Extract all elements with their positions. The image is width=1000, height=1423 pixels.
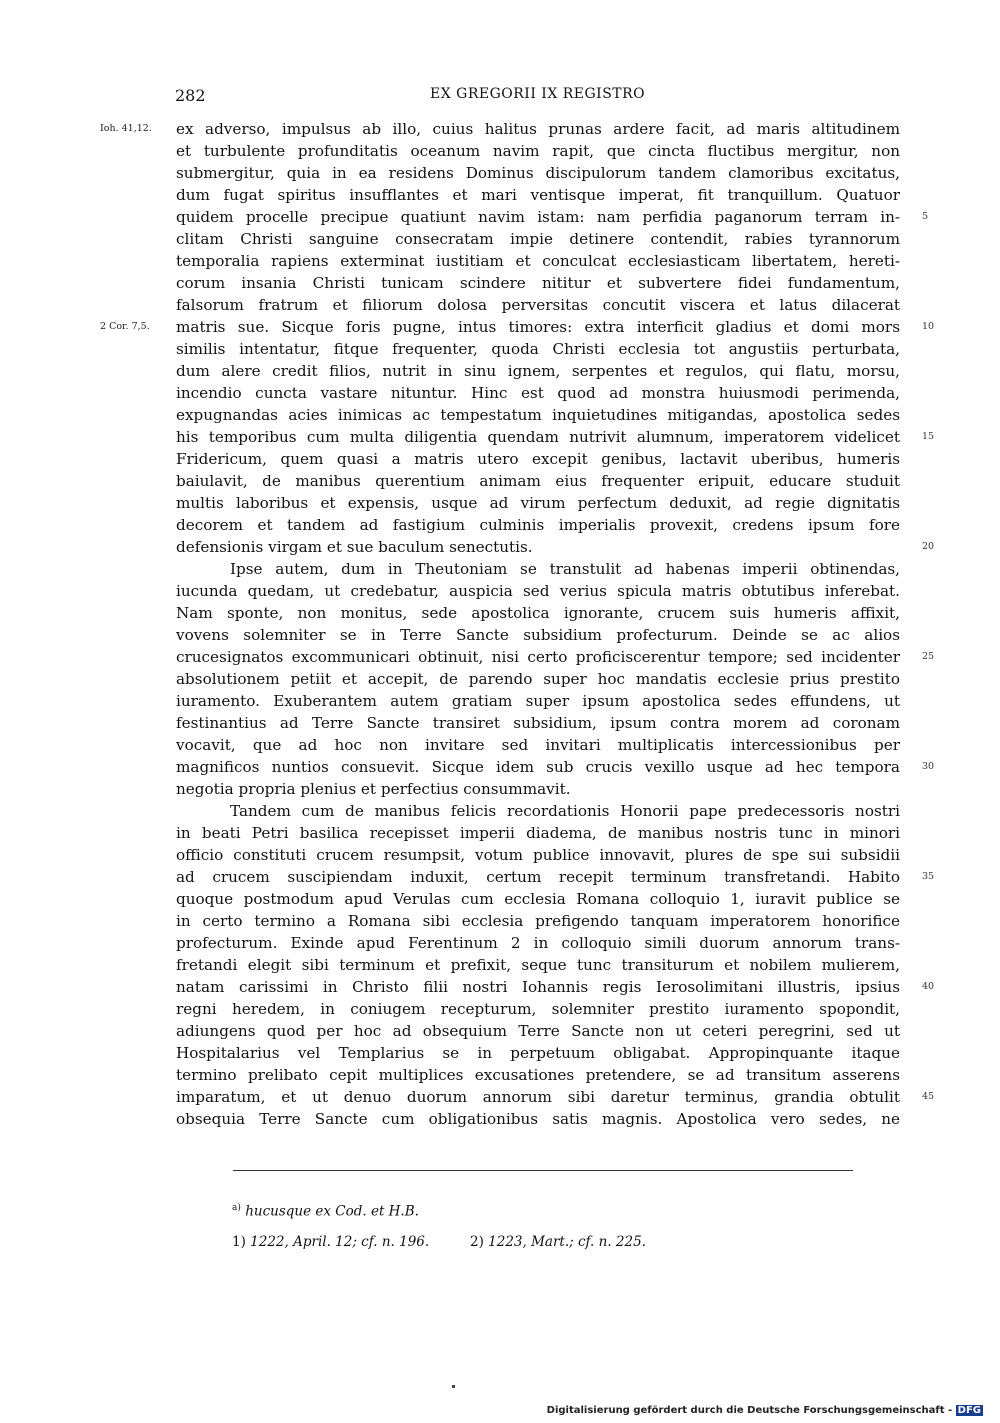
page-header [0,86,1000,110]
text-line: absolutionem petiit et accepit, de parendo super hoc mandatis ecclesie prius prestito [176,670,900,688]
text-line: quidem procelle precipue quatiunt navim istam: nam perfidia paganorum terram in- [176,208,900,226]
text-line: dum fugat spiritus insufflantes et mari ventisque imperat, fit tranquillum. Quatuor [176,186,900,204]
digitization-credit [547,1405,983,1416]
text-line: baiulavit, de manibus querentium animam eius frequenter eripuit, educare studuit [176,472,900,490]
text-line: submergitur, quia in ea residens Dominus discipulorum tandem clamoribus excitatus, [176,164,900,182]
line-number: 10 [922,321,935,332]
text-line: in certo termino a Romana sibi ecclesia prefigendo tanquam imperatorem honorifice [176,912,900,930]
page-number: 282 [175,86,206,105]
footnote-divider [233,1170,853,1171]
footnote-2 [470,1234,646,1250]
text-line: matris sue. Sicque foris pugne, intus timores: extra interficit gladius et domi mors [176,318,900,336]
footnote-text: 1222, April. 12; cf. n. 196. [250,1234,430,1250]
text-line: iucunda quedam, ut credebatur, auspicia sed verius spicula matris obtutibus inferebat. [176,582,900,600]
text-line: vocavit, que ad hoc non invitare sed invitari multiplicatis intercessionibus per [176,736,900,754]
scan-speck [452,1385,455,1388]
footnote-text: 1223, Mart.; cf. n. 225. [488,1234,646,1250]
text-line: Tandem cum de manibus felicis recordationis Honorii pape predecessoris nostri [230,802,900,820]
text-line: negotia propria plenius et perfectius consummavit. [176,780,571,798]
text-line: et turbulente profunditatis oceanum navim rapit, que cincta fluctibus mergitur, non [176,142,900,160]
text-line: natam carissimi in Christo filii nostri Iohannis regis Ierosolimitani illustris, ipsius [176,978,900,996]
text-line: officio constituti crucem resumpsit, votum publice innovavit, plures de spe sui subsidii [176,846,900,864]
line-number: 5 [922,211,929,222]
text-line: obsequia Terre Sancte cum obligationibus satis magnis. Apostolica vero sedes, ne [176,1110,900,1128]
footnote-mark: 2) [470,1234,484,1250]
footnote-mark: 1) [232,1234,246,1250]
line-number: 15 [922,431,935,442]
footnote-1 [232,1234,429,1250]
dfg-logo: DFG [957,1405,981,1416]
text-line: profecturum. Exinde apud Ferentinum 2 in colloquio simili duorum annorum trans- [176,934,900,952]
line-number: 40 [922,981,935,992]
line-number: 20 [922,541,935,552]
line-number: 35 [922,871,935,882]
margin-reference: 2 Cor. 7,5. [100,321,150,332]
text-line: crucesignatos excommunicari obtinuit, nisi certo proficiscerentur tempore; sed incidenter [176,648,900,666]
text-line: ex adverso, impulsus ab illo, cuius halitus prunas ardere facit, ad maris altitudinem [176,120,900,138]
running-title: EX GREGORII IX REGISTRO [430,86,646,102]
text-line: temporalia rapiens exterminat iustitiam et conculcat ecclesiasticam libertatem, hereti- [176,252,900,270]
text-line: his temporibus cum multa diligentia quendam nutrivit alumnum, imperatorem videlicet [176,428,900,446]
text-line: ad crucem suscipiendam induxit, certum recepit terminum transfretandi. Habito [176,868,900,886]
text-line: expugnandas acies inimicas ac tempestatum inquietudines mitigandas, apostolica sedes [176,406,900,424]
text-line: adiungens quod per hoc ad obsequium Terre Sancte non ut ceteri peregrini, sed ut [176,1022,900,1040]
text-line: multis laboribus et expensis, usque ad virum perfectum deduxit, ad regie dignitatis [176,494,900,512]
margin-reference: Ioh. 41,12. [100,123,152,134]
text-line: Fridericum, quem quasi a matris utero excepit genibus, lactavit uberibus, humeris [176,450,900,468]
text-line: fretandi elegit sibi terminum et prefixit, seque tunc transiturum et nobilem mulierem, [176,956,900,974]
line-number: 25 [922,651,935,662]
text-line: dum alere credit filios, nutrit in sinu ignem, serpentes et regulos, qui flatu, morsu, [176,362,900,380]
text-line: decorem et tandem ad fastigium culminis imperialis provexit, credens ipsum fore [176,516,900,534]
footnote-text: hucusque ex Cod. et H.B. [245,1203,419,1220]
text-line: imparatum, et ut denuo duorum annorum sibi daretur terminus, grandia obtulit [176,1088,900,1106]
text-line: festinantius ad Terre Sancte transiret subsidium, ipsum contra morem ad coronam [176,714,900,732]
footnote-a [232,1203,419,1220]
text-line: quoque postmodum apud Verulas cum ecclesia Romana colloquio 1, iuravit publice se [176,890,900,908]
text-line: in beati Petri basilica recepisset imperii diadema, de manibus nostris tunc in minori [176,824,900,842]
line-number: 45 [922,1091,935,1102]
text-line: Hospitalarius vel Templarius se in perpetuum obligabat. Appropinquante itaque [176,1044,900,1062]
credit-text: Digitalisierung gefördert durch die Deutsche Forschungsgemeinschaft - [546,1405,953,1416]
text-line: corum insania Christi tunicam scindere nititur et subvertere fidei fundamentum, [176,274,900,292]
text-line: similis intentatur, fitque frequenter, quoda Christi ecclesia tot angustiis perturbata, [176,340,900,358]
text-line: falsorum fratrum et filiorum dolosa perversitas concutit viscera et latus dilacerat [176,296,900,314]
text-line: termino prelibato cepit multiplices excusationes pretendere, se ad transitum asserens [176,1066,900,1084]
text-line: Nam sponte, non monitus, sede apostolica ignorante, crucem suis humeris affixit, [176,604,900,622]
line-number: 30 [922,761,935,772]
text-line: iuramento. Exuberantem autem gratiam super ipsum apostolica sedes effundens, ut [176,692,900,710]
text-line: magnificos nuntios consuevit. Sicque idem sub crucis vexillo usque ad hec tempora [176,758,900,776]
text-line: Ipse autem, dum in Theutoniam se transtulit ad habenas imperii obtinendas, [230,560,900,578]
text-line: defensionis virgam et sue baculum senectutis. [176,538,533,556]
footnote-mark: a) [232,1203,241,1213]
text-line: clitam Christi sanguine consecratam impie detinere contendit, rabies tyrannorum [176,230,900,248]
text-line: regni heredem, in coniugem recepturum, solemniter prestito iuramento spopondit, [176,1000,900,1018]
text-line: incendio cuncta vastare nituntur. Hinc est quod ad monstra huiusmodi perimenda, [176,384,900,402]
text-line: vovens solemniter se in Terre Sancte subsidium profecturum. Deinde se ac alios [176,626,900,644]
